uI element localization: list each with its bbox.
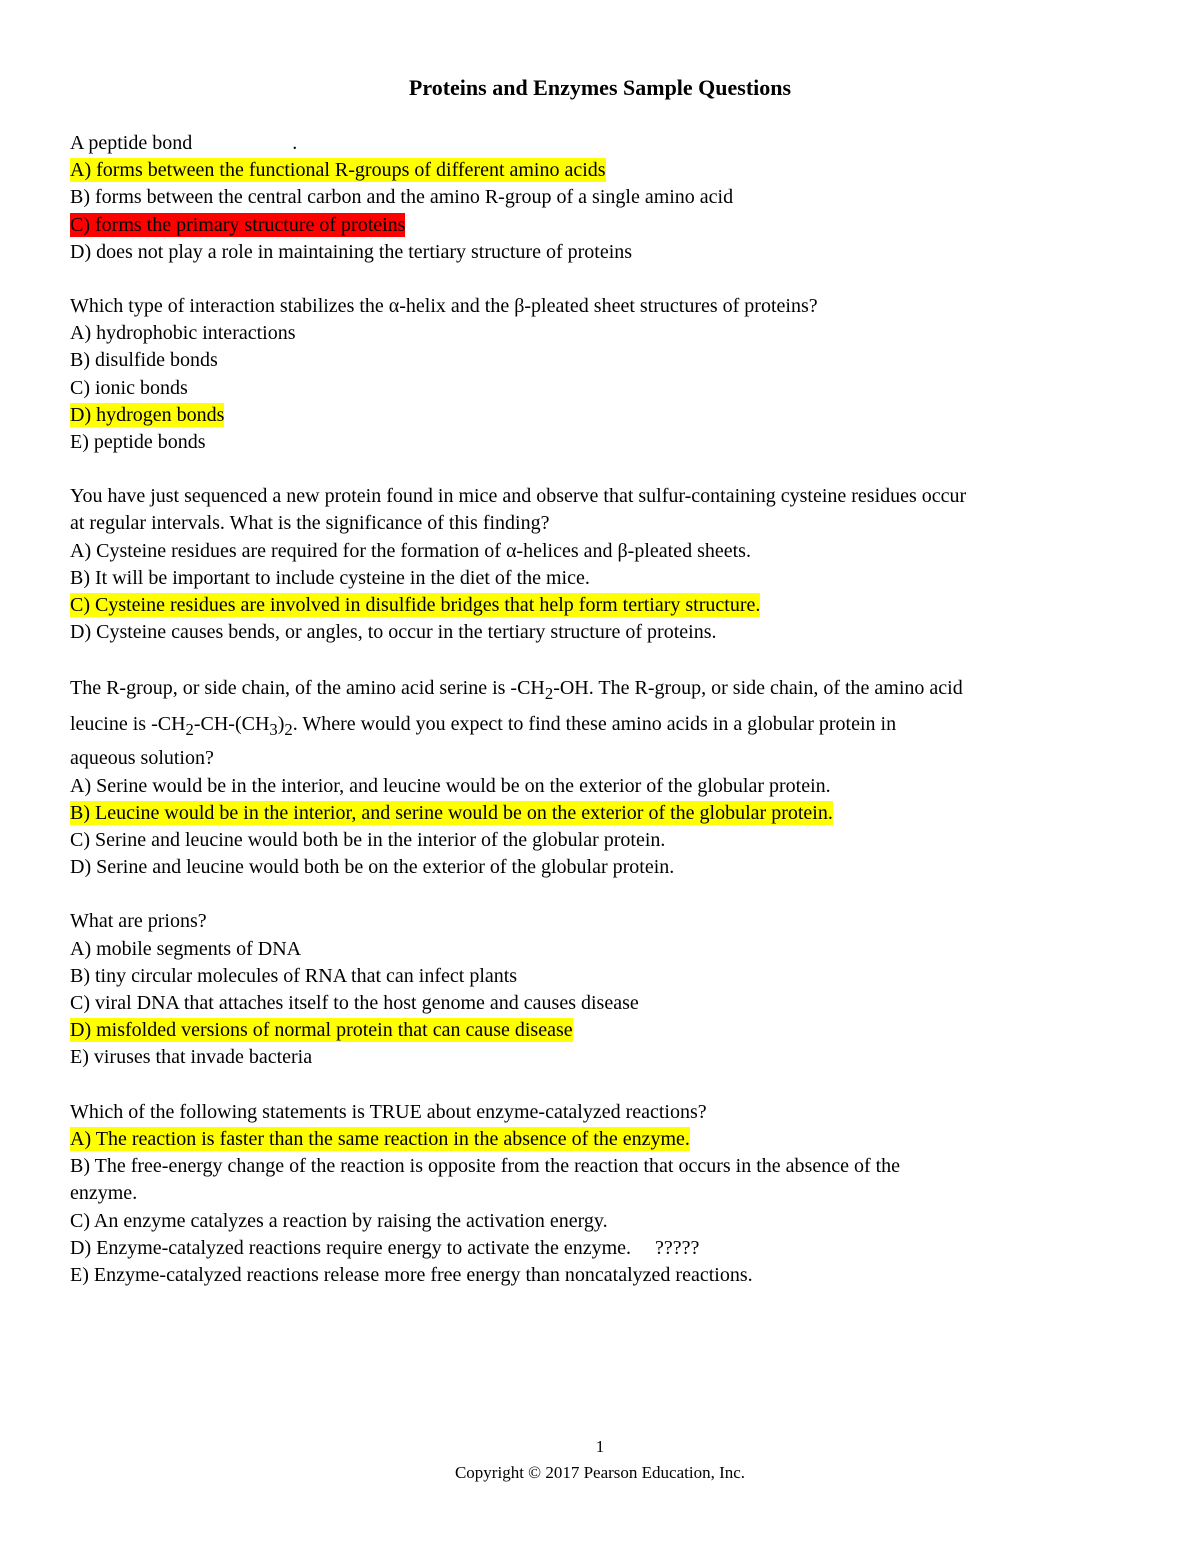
option-e: E) Enzyme-catalyzed reactions release more free energy than noncatalyzed reactions.	[70, 1263, 753, 1286]
option-d	[70, 1017, 1140, 1044]
option-a	[70, 1126, 1140, 1153]
subscript: 2	[544, 684, 554, 704]
answer-blank-period: .	[292, 132, 298, 154]
highlighted-option: D) misfolded versions of normal protein that can cause disease	[70, 1019, 573, 1042]
question-1	[70, 130, 1140, 266]
option-b	[70, 800, 1140, 827]
question-4-stem-line-2	[70, 709, 1140, 745]
option-d: D) Cysteine causes bends, or angles, to occur in the tertiary structure of proteins.	[70, 621, 717, 644]
stem-text: The R-group, or side chain, of the amino acid serine is -CH	[70, 677, 545, 700]
option-b: B) disulfide bonds	[70, 349, 218, 372]
option-b: B) It will be important to include cysteine in the diet of the mice.	[70, 566, 590, 589]
option-a: A) mobile segments of DNA	[70, 937, 302, 960]
option-c: C) Serine and leucine would both be in the interior of the globular protein.	[70, 829, 666, 852]
question-5-stem: What are prions?	[70, 910, 207, 933]
option-c	[70, 212, 1140, 239]
option-d	[70, 1235, 1140, 1262]
question-3-stem-line-2: at regular intervals. What is the significance of this finding?	[70, 512, 550, 535]
question-6	[70, 1099, 1140, 1289]
highlighted-option: A) forms between the functional R-groups of different amino acids	[70, 159, 606, 182]
option-c	[70, 592, 1140, 619]
question-6-stem: Which of the following statements is TRUE about enzyme-catalyzed reactions?	[70, 1100, 707, 1123]
red-highlighted-option: C) forms the primary structure of proteins	[70, 213, 406, 236]
subscript: 2	[185, 720, 194, 740]
option-c: C) viral DNA that attaches itself to the host genome and causes disease	[70, 992, 639, 1015]
highlighted-option: D) hydrogen bonds	[70, 403, 225, 426]
subscript: 3	[269, 720, 278, 740]
question-5	[70, 908, 1140, 1071]
question-3	[70, 483, 1140, 646]
question-1-stem	[70, 130, 1140, 157]
subscript: 2	[284, 720, 293, 740]
option-d-text: D) Enzyme-catalyzed reactions require energy to activate the enzyme.	[70, 1236, 632, 1259]
question-3-stem-line-1: You have just sequenced a new protein found in mice and observe that sulfur-containing cysteine residues occur	[70, 485, 967, 508]
option-a: A) hydrophobic interactions	[70, 322, 296, 345]
highlighted-option: B) Leucine would be in the interior, and serine would be on the exterior of the globular protein.	[70, 801, 833, 824]
option-a	[70, 157, 1140, 184]
stem-text: -OH. The R-group, or side chain, of the amino acid	[553, 677, 963, 700]
stem-text: . Where would you expect to find these amino acids in a globular protein in	[292, 713, 897, 736]
question-list	[70, 130, 1140, 1316]
question-4-stem-line-3: aqueous solution?	[70, 747, 214, 770]
option-c: C) An enzyme catalyzes a reaction by raising the activation energy.	[70, 1209, 608, 1232]
uncertainty-note: ?????	[655, 1236, 700, 1259]
option-b: B) The free-energy change of the reaction is opposite from the reaction that occurs in the absence of the	[70, 1155, 901, 1178]
option-e: E) viruses that invade bacteria	[70, 1046, 313, 1069]
option-d	[70, 402, 1140, 429]
question-4	[70, 673, 1140, 881]
page-number: 1	[595, 1437, 605, 1456]
stem-text: -CH-(CH	[193, 713, 270, 736]
option-e: E) peptide bonds	[70, 431, 206, 454]
question-4-stem-line-1	[70, 673, 1140, 709]
option-b: B) tiny circular molecules of RNA that can infect plants	[70, 964, 518, 987]
option-d: D) Serine and leucine would both be on the exterior of the globular protein.	[70, 856, 675, 879]
stem-text: leucine is -CH	[70, 713, 186, 736]
option-c: C) ionic bonds	[70, 376, 188, 399]
option-a: A) Serine would be in the interior, and leucine would be on the exterior of the globular protein.	[70, 774, 831, 797]
option-d: D) does not play a role in maintaining the tertiary structure of proteins	[70, 240, 633, 263]
option-a: A) Cysteine residues are required for the formation of α-helices and β-pleated sheets.	[70, 539, 751, 562]
option-b: B) forms between the central carbon and the amino R-group of a single amino acid	[70, 186, 734, 209]
question-1-stem-text: A peptide bond	[70, 132, 193, 154]
option-b-continued: enzyme.	[70, 1182, 138, 1205]
stem-text: )	[277, 713, 285, 736]
highlighted-option: C) Cysteine residues are involved in disulfide bridges that help form tertiary structure.	[70, 594, 761, 617]
question-2	[70, 293, 1140, 456]
page-title: Proteins and Enzymes Sample Questions	[408, 75, 792, 100]
highlighted-option: A) The reaction is faster than the same reaction in the absence of the enzyme.	[70, 1127, 690, 1150]
question-2-stem: Which type of interaction stabilizes the α-helix and the β-pleated sheet structures of proteins?	[70, 295, 818, 318]
copyright-notice: Copyright © 2017 Pearson Education, Inc.	[454, 1463, 746, 1482]
